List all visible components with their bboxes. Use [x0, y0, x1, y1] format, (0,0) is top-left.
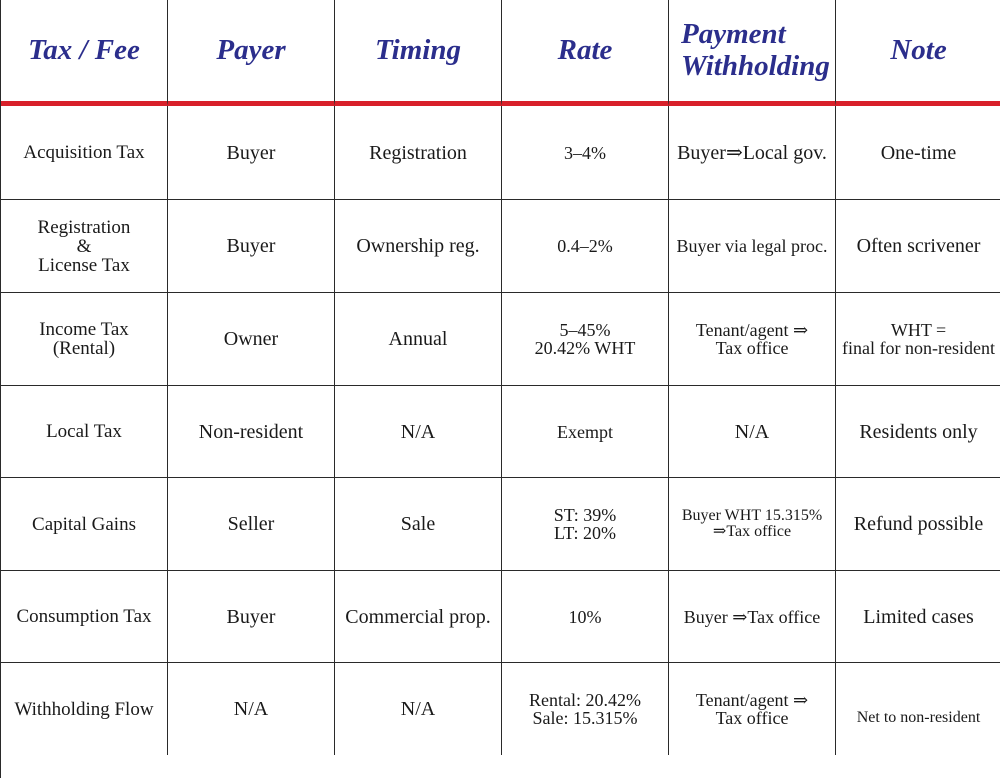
table-cell-tax-fee: Consumption Tax — [1, 571, 168, 663]
table-cell-tax-fee: Withholding Flow — [1, 663, 168, 755]
table-cell-rate: 3–4% — [502, 106, 669, 200]
header-rate: Rate — [502, 0, 669, 106]
header-payment-withholding: Payment Withholding — [669, 0, 836, 106]
table-cell-rate: 10% — [502, 571, 669, 663]
table-cell-payer: Buyer — [168, 200, 335, 293]
table-cell-rate: 0.4–2% — [502, 200, 669, 293]
table-cell-rate: Exempt — [502, 386, 669, 478]
table-cell-timing: Annual — [335, 293, 502, 386]
header-payer: Payer — [168, 0, 335, 106]
table-cell-payer: Owner — [168, 293, 335, 386]
table-cell-tax-fee: Registration & License Tax — [1, 200, 168, 293]
table-cell-tax-fee: Acquisition Tax — [1, 106, 168, 200]
table-cell-tax-fee: Income Tax (Rental) — [1, 293, 168, 386]
table-cell-rate: Rental: 20.42% Sale: 15.315% — [502, 663, 669, 755]
table-cell-payment: Tenant/agent ⇒ Tax office — [669, 293, 836, 386]
header-note: Note — [836, 0, 1000, 106]
table-cell-timing: N/A — [335, 663, 502, 755]
table-cell-note: Residents only — [836, 386, 1000, 478]
table-cell-payment: Buyer WHT 15.315% ⇒Tax office — [669, 478, 836, 571]
table-cell-payer: Buyer — [168, 106, 335, 200]
table-cell-timing: Registration — [335, 106, 502, 200]
table-cell-tax-fee: Local Tax — [1, 386, 168, 478]
table-cell-note: One-time — [836, 106, 1000, 200]
table-cell-timing: Ownership reg. — [335, 200, 502, 293]
header-tax-fee: Tax / Fee — [1, 0, 168, 106]
table-cell-payment: Buyer ⇒Tax office — [669, 571, 836, 663]
table-cell-note: Net to non-resident — [856, 709, 981, 726]
table-cell-payer: Buyer — [168, 571, 335, 663]
table-cell-note: Often scrivener — [836, 200, 1000, 293]
table-cell-payment: Buyer via legal proc. — [669, 200, 836, 293]
table-cell-payment: N/A — [669, 386, 836, 478]
table-cell-payment: Tenant/agent ⇒ Tax office — [669, 663, 836, 755]
table-cell-timing: Sale — [335, 478, 502, 571]
table-cell-payer: Non-resident — [168, 386, 335, 478]
table-cell-timing: Commercial prop. — [335, 571, 502, 663]
table-cell-note: WHT = final for non-resident — [836, 293, 1000, 386]
table-cell-rate: ST: 39% LT: 20% — [502, 478, 669, 571]
table-cell-tax-fee: Capital Gains — [1, 478, 168, 571]
table-cell-timing: N/A — [335, 386, 502, 478]
table-cell-note: Refund possible — [836, 478, 1000, 571]
table-cell-payment: Buyer⇒Local gov. — [669, 106, 836, 200]
table-cell-rate: 5–45% 20.42% WHT — [502, 293, 669, 386]
header-timing: Timing — [335, 0, 502, 106]
table-cell-payer: N/A — [168, 663, 335, 755]
table-cell-payer: Seller — [168, 478, 335, 571]
table-cell-note: Limited cases — [836, 571, 1000, 663]
